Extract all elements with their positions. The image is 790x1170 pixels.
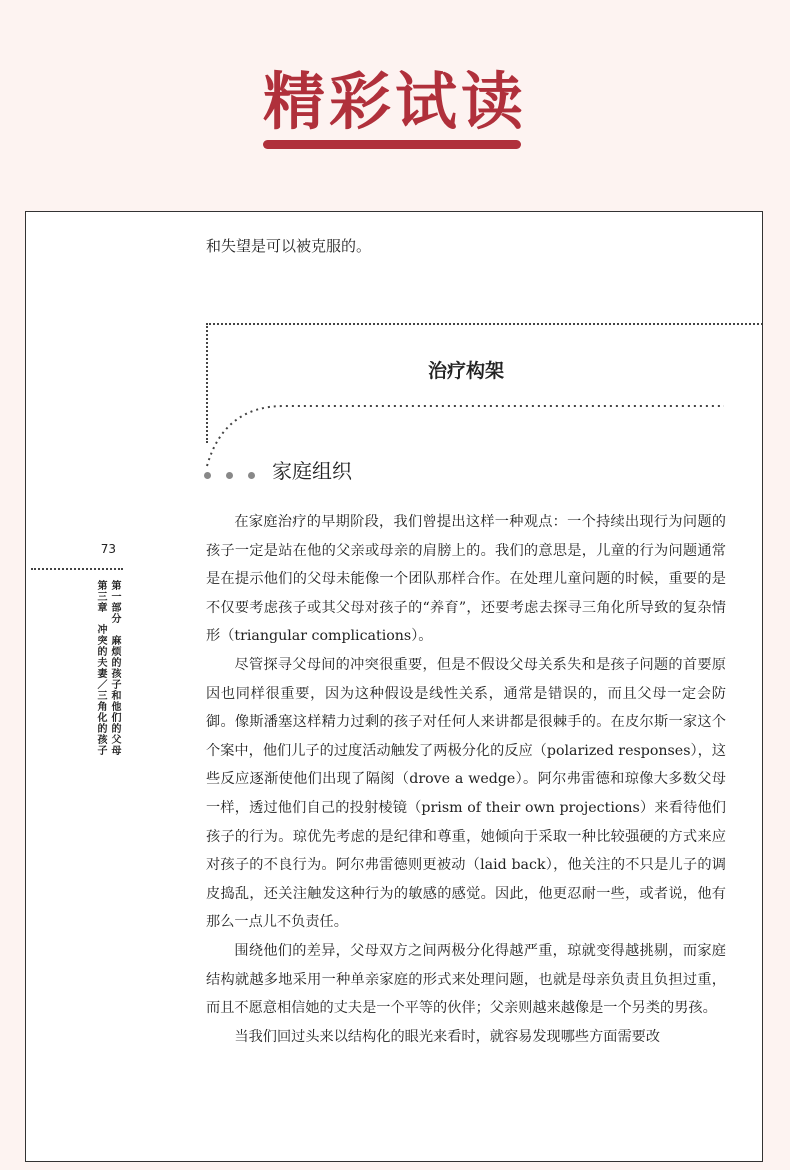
dot-3	[248, 472, 255, 479]
running-head-chapter: 第三章 冲突的夫妻／三角化的孩子	[95, 580, 106, 756]
banner-title: 精彩试读	[262, 65, 527, 138]
dot-2	[226, 472, 233, 479]
subsection-title: 家庭组织	[272, 459, 352, 483]
section-title: 治疗构架	[427, 360, 504, 382]
paragraph: 当我们回过头来以结构化的眼光来看时，就容易发现哪些方面需要改	[234, 1028, 661, 1045]
paragraph: 尽管探寻父母间的冲突很重要，但是不假设父母关系失和是孩子问题的首要原因也同样很重要，因为这种假设是线性关系，通常是错误的，而且父母一定会防御。像斯潘塞这样精力过剩的孩子对任何人来讲都是很棘手的。在皮尔斯一家这个个案中，他们儿子的过度活动触发了两极分化的反应（polarized responses），这些反应逐渐使他们出现了隔阂（drove a wedge）。阿尔弗雷德和琼像大多数父母一样，透过他们自己的投射棱镜（prism of their own projections）来看待他们孩子的行为。琼优先考虑的是纪律和尊重，她倾向于采取一种比较强硬的方式来应对孩子的不良行为。阿尔弗雷德则更被动（laid back），他关注的不只是儿子的调皮捣乱，还关注触发这种行为的敏感的感觉。因此，他更忍耐一些，或者说，他有那么一点儿不负责任。	[206, 656, 726, 931]
page-number: 73	[100, 542, 116, 556]
intro-line: 和失望是可以被克服的。	[206, 237, 372, 255]
sidebar-divider	[31, 568, 123, 570]
dot-1	[204, 472, 211, 479]
paragraph: 围绕他们的差异，父母双方之间两极分化得越严重，琼就变得越挑剔，而家庭结构就越多地采用一种单亲家庭的形式来处理问题，也就是母亲负责且负担过重，而且不愿意相信她的丈夫是一个平等的伙伴；父亲则越来越像是一个另类的男孩。	[206, 942, 726, 1017]
running-head-part: 第一部分 麻烦的孩子和他们的父母	[109, 580, 120, 756]
paragraph: 在家庭治疗的早期阶段，我们曾提出这样一种观点：一个持续出现行为问题的孩子一定是站在他的父亲或母亲的肩膀上的。我们的意思是，儿童的行为问题通常是在提示他们的父母未能像一个团队那样合作。在处理儿童问题的时候，重要的是不仅要考虑孩子或其父母对孩子的“养育”，还要考虑去探寻三角化所导致的复杂情形（triangular complications）。	[206, 514, 726, 645]
bullet-dots	[204, 464, 270, 483]
book-page	[25, 211, 763, 1162]
title-underline	[263, 140, 521, 149]
section-frame-top	[206, 323, 763, 325]
body-text	[206, 508, 726, 1051]
